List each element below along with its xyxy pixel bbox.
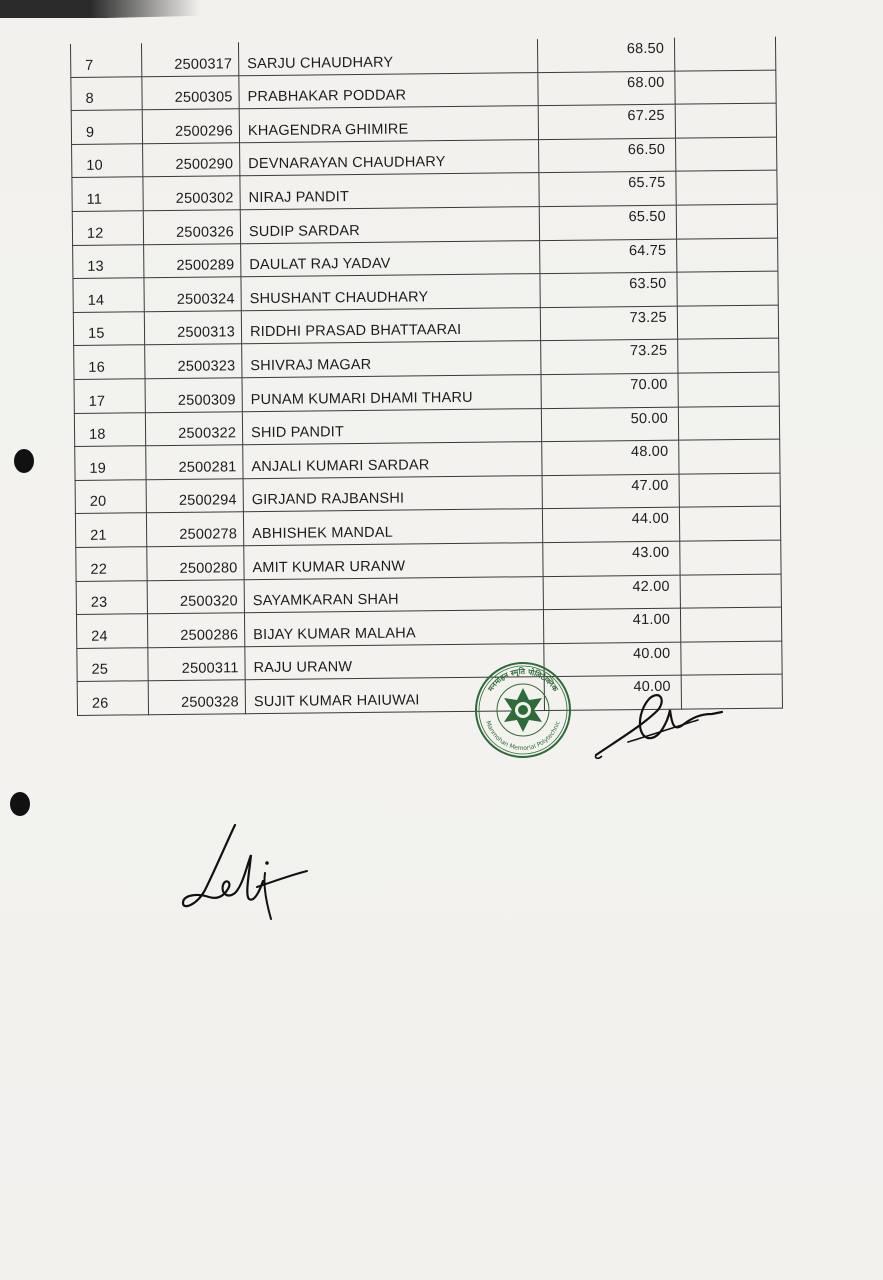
roll-number-cell: 2500323: [145, 344, 242, 379]
roll-number-cell: 2500326: [143, 210, 240, 245]
student-name-cell: KHAGENDRA GHIMIRE: [239, 106, 538, 143]
empty-cell: [677, 271, 778, 306]
student-name-cell: PUNAM KUMARI DHAMI THARU: [242, 375, 541, 412]
empty-cell: [675, 103, 776, 138]
marks-cell: 64.75: [540, 239, 677, 274]
student-name-cell: DAULAT RAJ YADAV: [241, 240, 540, 277]
serial-number-cell: 21: [75, 513, 146, 547]
marks-cell: 65.75: [539, 172, 676, 207]
page-edge-shadow: [0, 0, 883, 18]
serial-number-cell: 15: [73, 311, 144, 345]
serial-number-cell: 19: [75, 446, 146, 480]
marks-cell: 66.50: [539, 138, 676, 173]
student-name-cell: SHIVRAJ MAGAR: [242, 341, 541, 378]
serial-number-cell: 11: [72, 177, 143, 211]
serial-number-cell: 7: [70, 43, 141, 77]
serial-number-cell: 26: [77, 681, 148, 715]
roll-number-cell: 2500324: [144, 277, 241, 312]
serial-number-cell: 17: [74, 379, 145, 413]
serial-number-cell: 24: [76, 614, 147, 648]
signature-right: [588, 680, 728, 770]
seal-text-bottom: Manmohan Memorial Polytechnic: [484, 720, 562, 753]
student-name-cell: RIDDHI PRASAD BHATTAARAI: [241, 307, 540, 344]
roll-number-cell: 2500311: [148, 646, 245, 681]
empty-cell: [679, 506, 780, 541]
marks-cell: 41.00: [543, 608, 680, 643]
student-name-cell: NIRAJ PANDIT: [240, 173, 539, 210]
empty-cell: [674, 37, 775, 71]
serial-number-cell: 13: [73, 244, 144, 278]
student-name-cell: ABHISHEK MANDAL: [243, 509, 542, 546]
roll-number-cell: 2500294: [146, 478, 243, 513]
serial-number-cell: 22: [76, 547, 147, 581]
empty-cell: [680, 607, 781, 642]
marks-cell: 68.00: [538, 71, 675, 106]
empty-cell: [679, 473, 780, 508]
student-name-cell: SHID PANDIT: [242, 408, 541, 445]
student-name-cell: ANJALI KUMARI SARDAR: [243, 442, 542, 479]
roll-number-cell: 2500320: [147, 579, 244, 614]
marks-cell: 73.25: [540, 306, 677, 341]
student-name-cell: SUDIP SARDAR: [240, 207, 539, 244]
empty-cell: [678, 372, 779, 407]
marks-cell: 42.00: [543, 575, 680, 610]
marks-cell: 70.00: [541, 373, 678, 408]
marks-cell: 50.00: [541, 407, 678, 442]
marks-cell: 68.50: [537, 38, 674, 73]
marks-cell: 43.00: [543, 541, 680, 576]
empty-cell: [680, 540, 781, 575]
signature-left: [175, 815, 315, 925]
roll-number-cell: 2500328: [148, 680, 245, 715]
serial-number-cell: 10: [72, 144, 143, 178]
serial-number-cell: 20: [75, 479, 146, 513]
serial-number-cell: 12: [72, 211, 143, 245]
roll-number-cell: 2500302: [143, 176, 240, 211]
student-name-cell: SARJU CHAUDHARY: [238, 39, 537, 75]
empty-cell: [675, 70, 776, 105]
roll-number-cell: 2500313: [144, 310, 241, 345]
empty-cell: [678, 338, 779, 373]
student-name-cell: RAJU URANW: [245, 643, 544, 680]
serial-number-cell: 8: [71, 76, 142, 110]
roll-number-cell: 2500290: [143, 143, 240, 178]
marks-cell: 48.00: [542, 440, 679, 475]
student-name-cell: PRABHAKAR PODDAR: [239, 72, 538, 109]
punch-hole: [10, 792, 30, 816]
roll-number-cell: 2500317: [141, 42, 238, 76]
serial-number-cell: 9: [71, 110, 142, 144]
roll-number-cell: 2500286: [147, 613, 244, 648]
marks-table-container: [70, 37, 783, 716]
marks-cell: 40.00: [544, 675, 681, 710]
roll-number-cell: 2500281: [146, 445, 243, 480]
student-name-cell: SAYAMKARAN SHAH: [244, 576, 543, 613]
marks-table-body: [70, 37, 782, 716]
student-name-cell: SHUSHANT CHAUDHARY: [241, 274, 540, 311]
empty-cell: [677, 238, 778, 273]
empty-cell: [676, 204, 777, 239]
serial-number-cell: 23: [76, 580, 147, 614]
marks-cell: 65.50: [539, 205, 676, 240]
student-name-cell: DEVNARAYAN CHAUDHARY: [240, 139, 539, 176]
marks-cell: 63.50: [540, 272, 677, 307]
punch-hole: [14, 449, 34, 473]
marks-cell: 44.00: [542, 507, 679, 542]
student-name-cell: BIJAY KUMAR MALAHA: [244, 610, 543, 647]
roll-number-cell: 2500289: [144, 243, 241, 278]
serial-number-cell: 18: [74, 412, 145, 446]
seal-text-top: मनमोहन स्मृति पोलिटेक्निक: [485, 666, 561, 694]
marks-cell: 40.00: [544, 642, 681, 677]
roll-number-cell: 2500296: [142, 109, 239, 144]
roll-number-cell: 2500280: [147, 546, 244, 581]
roll-number-cell: 2500305: [142, 75, 239, 110]
institution-seal-stamp: [473, 660, 573, 760]
serial-number-cell: 25: [77, 647, 148, 681]
empty-cell: [681, 641, 782, 676]
roll-number-cell: 2500322: [145, 411, 242, 446]
roll-number-cell: 2500309: [145, 378, 242, 413]
roll-number-cell: 2500278: [146, 512, 243, 547]
empty-cell: [676, 137, 777, 172]
marks-cell: 73.25: [541, 339, 678, 374]
marks-cell: 67.25: [538, 104, 675, 139]
empty-cell: [678, 406, 779, 441]
serial-number-cell: 16: [74, 345, 145, 379]
serial-number-cell: 14: [73, 278, 144, 312]
empty-cell: [676, 170, 777, 205]
marks-table: [70, 37, 783, 716]
marks-cell: 47.00: [542, 474, 679, 509]
empty-cell: [679, 439, 780, 474]
student-name-cell: GIRJAND RAJBANSHI: [243, 475, 542, 512]
student-name-cell: SUJIT KUMAR HAIUWAI: [245, 677, 544, 714]
student-name-cell: AMIT KUMAR URANW: [244, 542, 543, 579]
empty-cell: [680, 574, 781, 609]
empty-cell: [677, 305, 778, 340]
